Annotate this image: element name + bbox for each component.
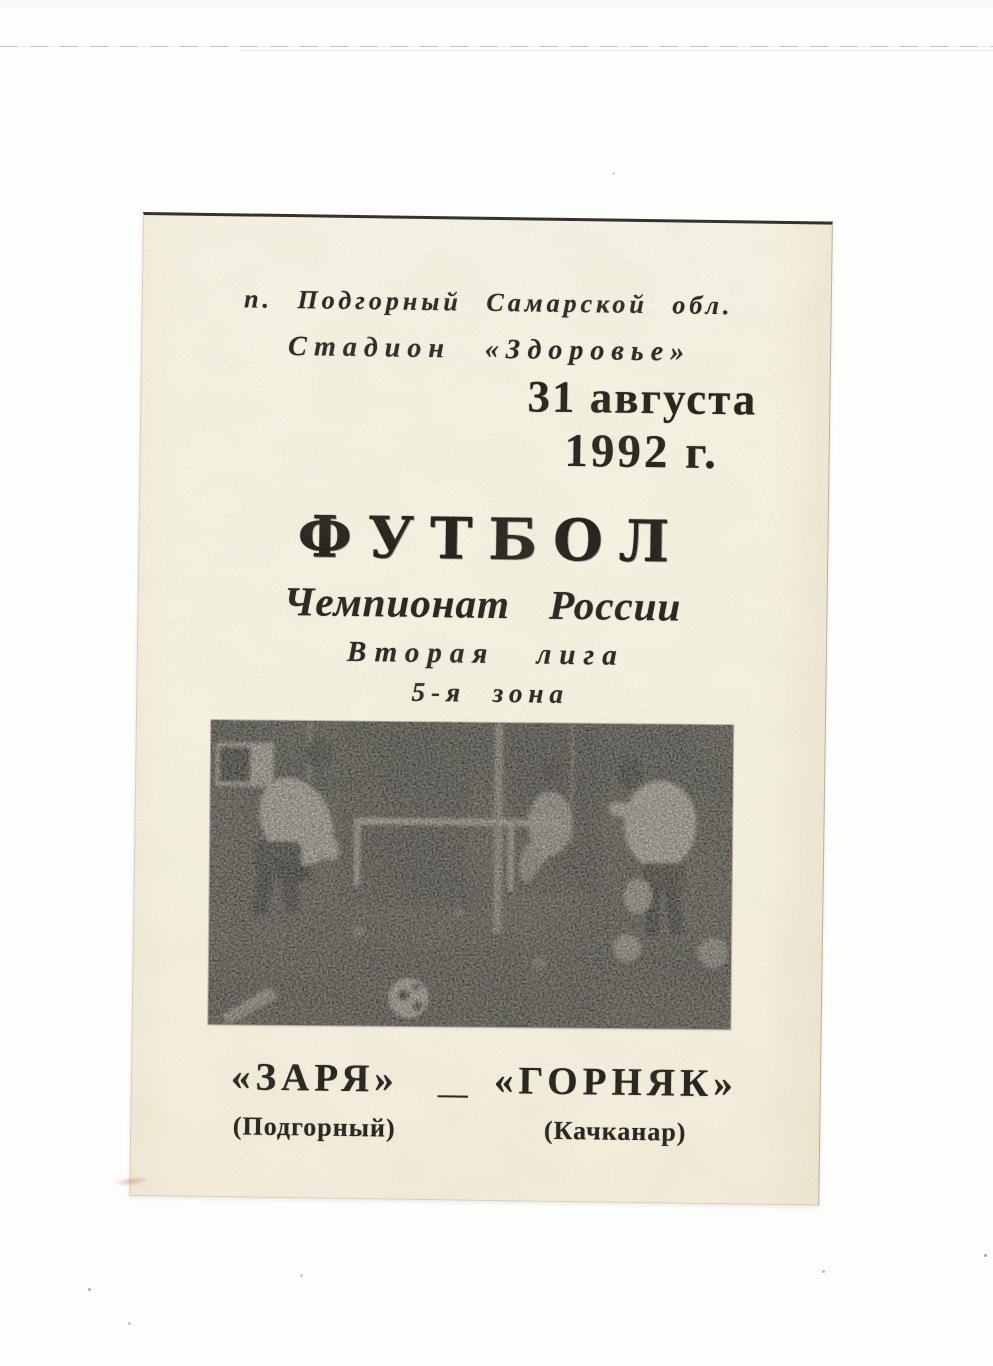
stadium-line: Стадион «Здоровье» <box>287 331 692 368</box>
home-team-block <box>230 1054 399 1143</box>
dust-speck <box>822 1270 825 1273</box>
match-photo-illustration <box>208 720 733 1029</box>
home-team-city: (Подгорный) <box>232 1111 396 1143</box>
home-team-name: «ЗАРЯ» <box>230 1055 400 1101</box>
dust-speck <box>984 1254 987 1257</box>
dust-speck <box>612 172 615 175</box>
date-day: 31 августа <box>527 371 758 425</box>
away-team-block <box>493 1058 738 1148</box>
away-team-name: «ГОРНЯК» <box>493 1058 739 1106</box>
match-date <box>526 370 757 481</box>
away-team-city: (Качканар) <box>543 1115 687 1147</box>
teams-separator: — <box>437 1077 468 1111</box>
league-line: Вторая лига <box>346 635 625 672</box>
competition-line: Чемпионат России <box>283 578 682 630</box>
page-title: ФУТБОЛ <box>297 503 686 576</box>
dust-speck <box>128 1322 131 1325</box>
zone-line: 5-я зона <box>411 676 570 709</box>
photo-grain-light <box>208 720 733 1029</box>
dust-speck <box>300 1274 303 1277</box>
paper-stain <box>114 1175 149 1188</box>
dust-speck <box>88 1288 91 1291</box>
match-photo <box>208 720 733 1029</box>
program-cover <box>129 212 833 1206</box>
date-year: 1992 г. <box>564 424 720 480</box>
scan-artifact-line <box>0 46 993 47</box>
location-line: п. Подгорный Самарской обл. <box>243 284 734 321</box>
scan-artifact-line-2 <box>240 50 993 51</box>
